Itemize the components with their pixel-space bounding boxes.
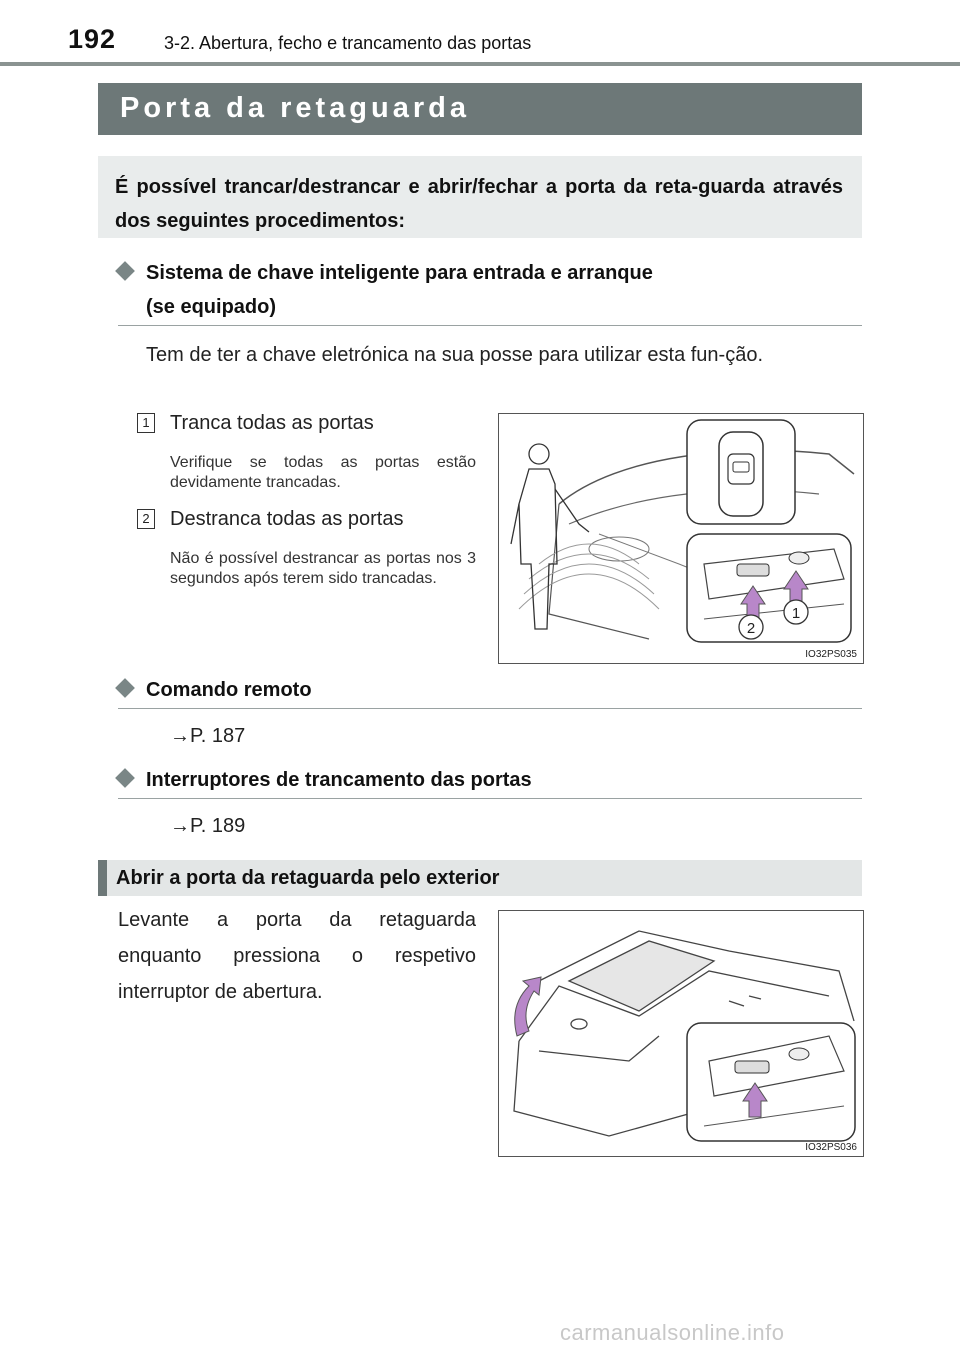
step-number-2: 2 (137, 509, 155, 529)
smart-key-illustration (499, 414, 863, 663)
section-accent-bar (98, 860, 107, 896)
smart-key-figure (498, 413, 864, 664)
heading-rule (118, 325, 862, 326)
step-2-note: Não é possível destrancar as portas nos 3 segundos após terem sido trancadas. (170, 550, 476, 587)
figure-code-1: IO32PS035 (805, 649, 857, 660)
watermark: carmanualsonline.info (560, 1320, 785, 1345)
intro-box (98, 156, 862, 238)
page-title: Porta da retaguarda (120, 92, 470, 124)
outside-heading: Abrir a porta da retaguarda pelo exterior (116, 867, 500, 889)
figure-code-2: IO32PS036 (805, 1142, 857, 1153)
remote-heading (118, 679, 312, 702)
switches-page-ref[interactable]: →P. 189 (170, 815, 246, 837)
smart-key-heading-line2: (se equipado) (146, 296, 277, 318)
step-1-title: Tranca todas as portas (170, 412, 374, 434)
section-title-band (98, 83, 862, 135)
diamond-bullet-icon (115, 768, 135, 788)
intro-text: É possível trancar/destrancar e abrir/fechar a porta da reta-guarda através dos seguintes procedimentos: (115, 176, 843, 232)
opener-switch-inset (687, 1023, 855, 1141)
lift-arrow-icon (515, 977, 541, 1036)
step-2-title: Destranca todas as portas (170, 508, 404, 530)
chapter-title: 3-2. Abertura, fecho e trancamento das portas (164, 33, 532, 53)
smart-key-body: Tem de ter a chave eletrónica na sua posse para utilizar esta fun-ção. (146, 344, 764, 366)
callout-1: 1 (791, 605, 801, 622)
outside-body: Levante a porta da retaguarda enquanto pressiona o respetivo interruptor de abertura. (118, 909, 476, 1003)
door-switch-inset (687, 534, 851, 642)
key-fob-icon (687, 420, 795, 524)
heading-rule (118, 798, 862, 799)
header-divider (0, 62, 960, 66)
diamond-bullet-icon (115, 261, 135, 281)
smart-key-heading (118, 262, 653, 285)
remote-page-ref[interactable]: →P. 187 (170, 725, 246, 747)
step-number-1: 1 (137, 413, 155, 433)
heading-rule (118, 708, 862, 709)
rear-door-illustration (499, 911, 863, 1156)
page-number: 192 (68, 24, 117, 54)
diamond-bullet-icon (115, 678, 135, 698)
step-1-note: Verifique se todas as portas estão devidamente trancadas. (170, 454, 476, 491)
smart-key-heading-line1: Sistema de chave inteligente para entrada e arranque (146, 262, 653, 284)
outside-section-band (98, 860, 862, 896)
switches-heading-text: Interruptores de trancamento das portas (146, 769, 532, 791)
callout-2: 2 (746, 620, 756, 637)
switches-heading (118, 769, 532, 792)
remote-heading-text: Comando remoto (146, 679, 312, 701)
rear-door-figure (498, 910, 864, 1157)
